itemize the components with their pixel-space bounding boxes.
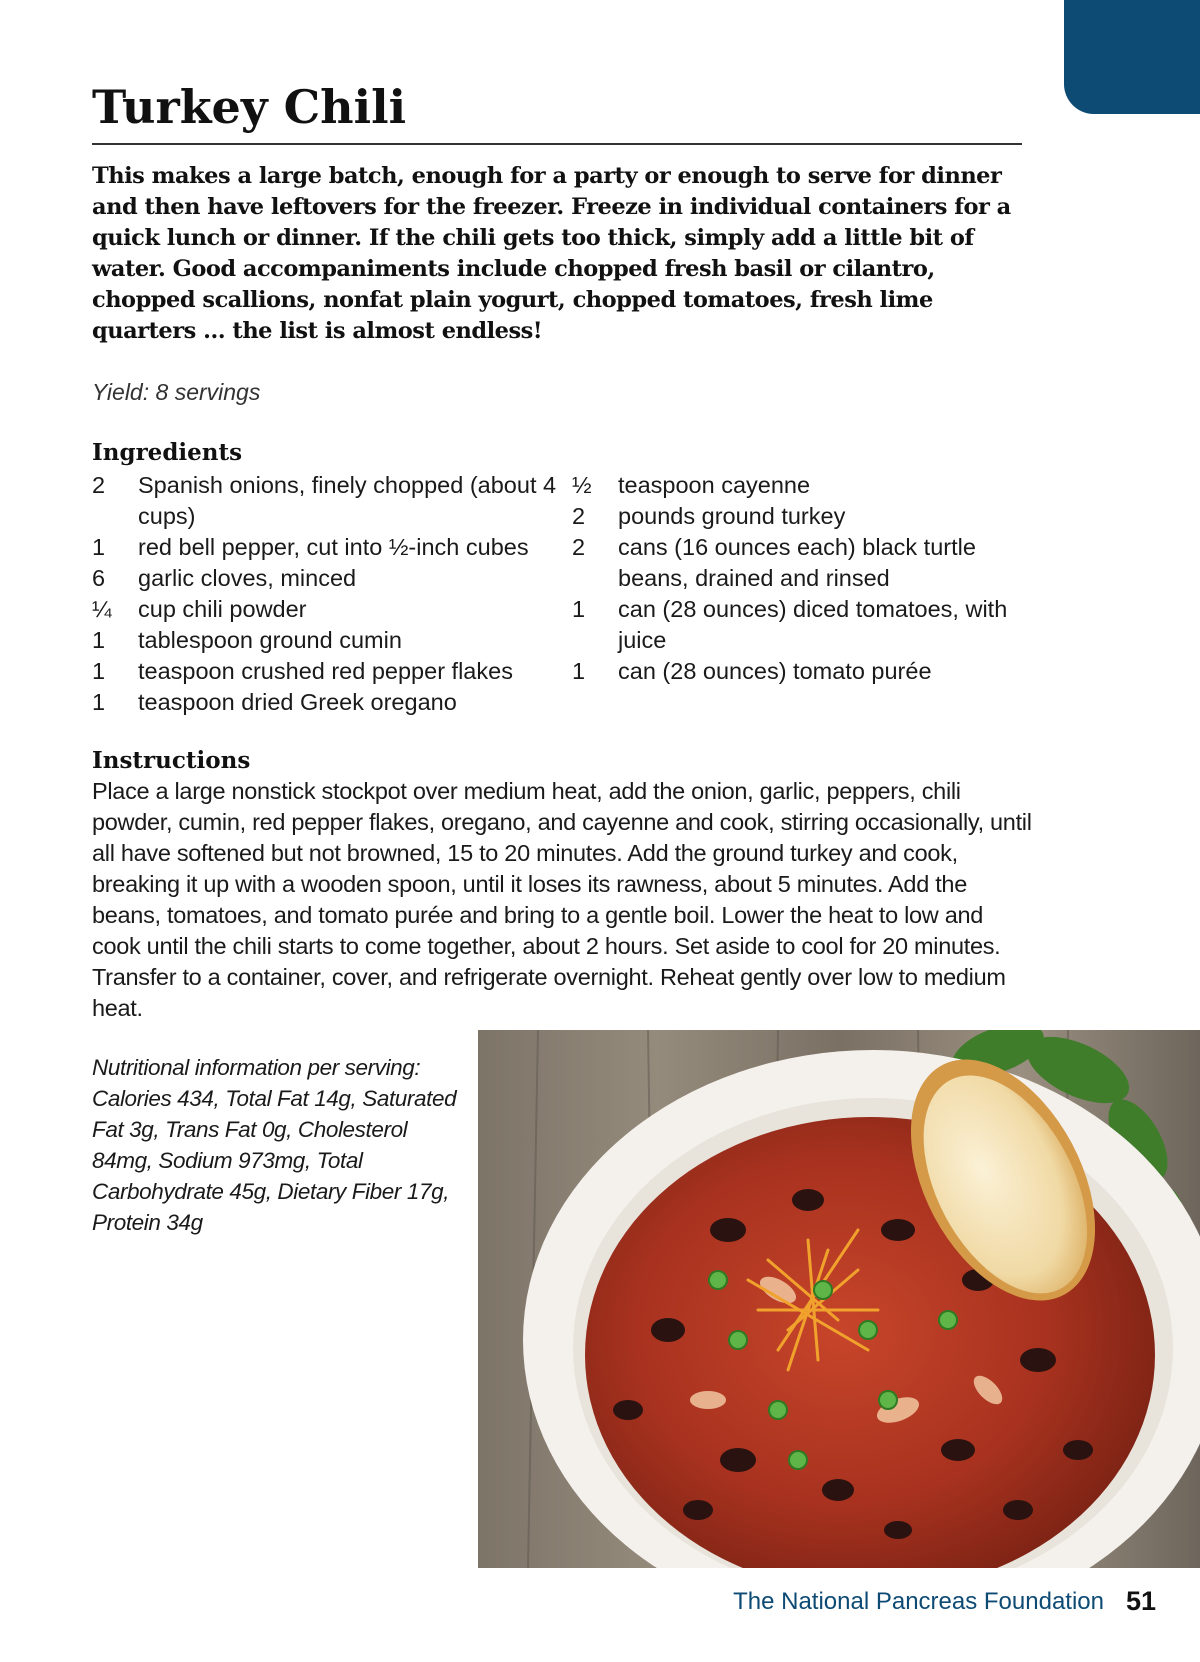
ingredient-item bbox=[92, 563, 562, 594]
footer-organization: The National Pancreas Foundation bbox=[733, 1588, 1104, 1615]
ingredients-list-left bbox=[92, 470, 562, 718]
ingredient-text: cup chili powder bbox=[138, 596, 307, 622]
ingredient-qty: 2 bbox=[92, 472, 106, 498]
ingredients-list-right bbox=[572, 470, 1022, 687]
ingredient-qty: 1 bbox=[572, 596, 586, 622]
ingredient-text: Spanish onions, finely chopped (about 4 cups) bbox=[138, 472, 557, 529]
ingredient-qty: 1 bbox=[572, 658, 586, 684]
ingredient-text: can (28 ounces) tomato purée bbox=[618, 658, 932, 684]
ingredient-item bbox=[92, 532, 562, 563]
chili-photo bbox=[478, 1030, 1200, 1568]
ingredient-item bbox=[572, 594, 1022, 656]
ingredient-item bbox=[572, 501, 1022, 532]
ingredient-text: teaspoon cayenne bbox=[618, 472, 811, 498]
nutrition-info: Nutritional information per serving: Calories 434, Total Fat 14g, Saturated Fat 3g, Trans Fat 0g, Cholesterol 84mg, Sodium 973mg, Total Carbohydrate 45g, Dietary Fiber 17g, Protein 34g bbox=[92, 1055, 457, 1235]
ingredient-item bbox=[92, 625, 562, 656]
ingredient-qty: ¼ bbox=[92, 596, 112, 622]
ingredient-text: red bell pepper, cut into ½-inch cubes bbox=[138, 534, 529, 560]
ingredient-item bbox=[92, 470, 562, 532]
instructions-text: Place a large nonstick stockpot over medium heat, add the onion, garlic, peppers, chili powder, cumin, red pepper flakes, oregano, and cayenne and cook, stirring occasionally, until all have softened but not browned, 15 to 20 minutes. Add the ground turkey and cook, breaking it up with a wooden spoon, until it loses its rawness, about 5 minutes. Add the beans, tomatoes, and tomato purée and bring to a gentle boil. Lower the heat to low and cook until the chili starts to come together, about 2 hours. Set aside to cool for 20 minutes. Transfer to a container, cover, and refrigerate overnight. Reheat gently over low to medium heat. bbox=[92, 778, 1032, 1021]
recipe-intro: This makes a large batch, enough for a party or enough to serve for dinner and then have leftovers for the freezer. Freeze in individual containers for a quick lunch or dinner. If the chili gets too thick, simply add a little bit of water. Good accompaniments include chopped fresh basil or cilantro, chopped scallions, nonfat plain yogurt, chopped tomatoes, fresh lime quarters … the list is almost endless! bbox=[92, 163, 1011, 344]
ingredient-item bbox=[92, 594, 562, 625]
ingredient-qty: 1 bbox=[92, 534, 106, 560]
ingredient-text: teaspoon dried Greek oregano bbox=[138, 689, 457, 715]
ingredient-qty: 2 bbox=[572, 534, 586, 560]
ingredient-item bbox=[92, 656, 562, 687]
ingredient-text: teaspoon crushed red pepper flakes bbox=[138, 658, 513, 684]
recipe-title: Turkey Chili bbox=[92, 80, 407, 134]
ingredient-text: tablespoon ground cumin bbox=[138, 627, 402, 653]
ingredient-qty: 2 bbox=[572, 503, 586, 529]
corner-tab bbox=[1064, 0, 1200, 114]
ingredient-text: can (28 ounces) diced tomatoes, with juice bbox=[618, 596, 1008, 653]
ingredient-qty: ½ bbox=[572, 472, 592, 498]
ingredient-text: pounds ground turkey bbox=[618, 503, 846, 529]
ingredient-item bbox=[572, 656, 1022, 687]
page-number: 51 bbox=[1126, 1586, 1157, 1616]
ingredient-qty: 1 bbox=[92, 658, 106, 684]
instructions-heading: Instructions bbox=[92, 747, 251, 774]
ingredients-heading: Ingredients bbox=[92, 439, 243, 466]
ingredient-text: cans (16 ounces each) black turtle beans, drained and rinsed bbox=[618, 534, 976, 591]
ingredient-qty: 1 bbox=[92, 689, 106, 715]
ingredient-qty: 1 bbox=[92, 627, 106, 653]
ingredient-item bbox=[572, 532, 1022, 594]
ingredient-text: garlic cloves, minced bbox=[138, 565, 357, 591]
ingredient-item bbox=[572, 470, 1022, 501]
ingredient-item bbox=[92, 687, 562, 718]
yield-text: Yield: 8 servings bbox=[92, 379, 261, 405]
ingredient-qty: 6 bbox=[92, 565, 106, 591]
title-divider bbox=[92, 143, 1022, 145]
